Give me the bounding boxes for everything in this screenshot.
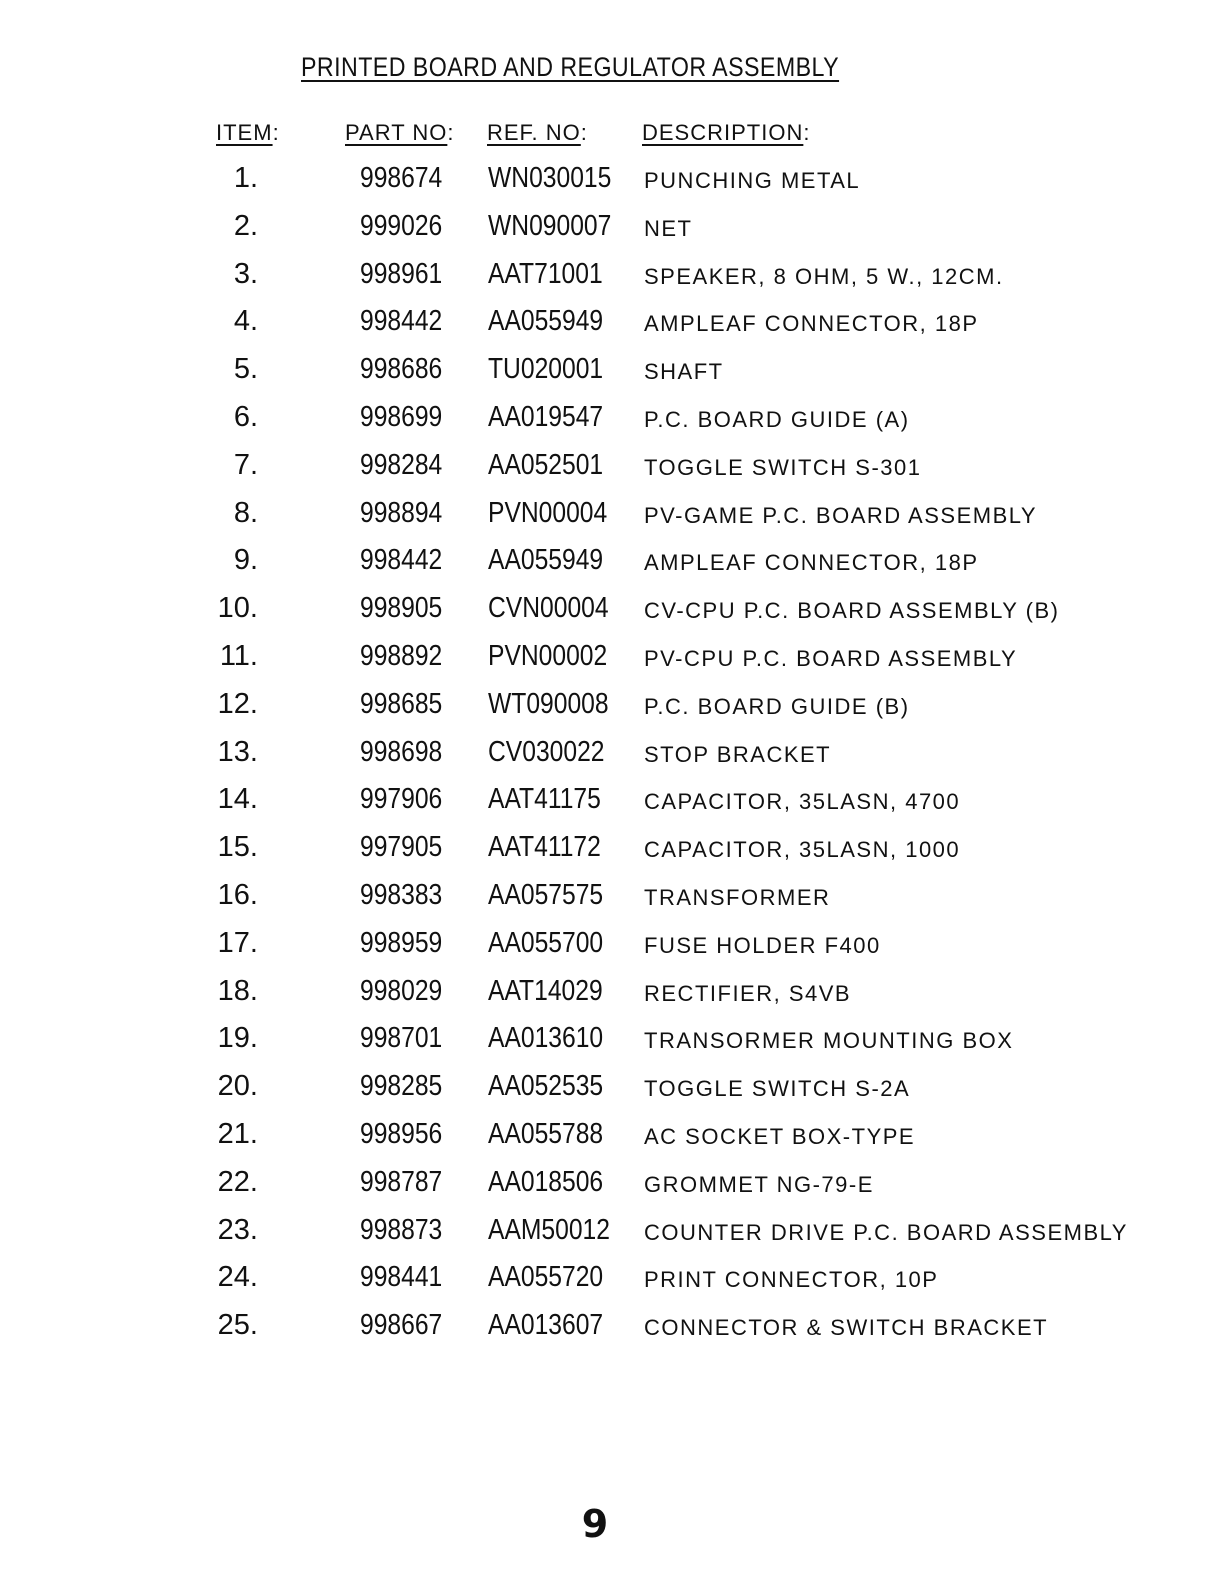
header-description-label: DESCRIPTION [642,120,804,145]
header-description-colon: : [803,120,811,145]
ref-number: AA057575 [488,878,604,911]
description: TOGGLE SWITCH S-2A [644,1076,911,1102]
description: AMPLEAF CONNECTOR, 18P [644,550,979,576]
item-number: 2. [233,209,258,242]
part-number: 998959 [360,926,443,959]
ref-number: AAT14029 [488,974,603,1007]
ref-number: AAT41172 [488,831,601,864]
description: CAPACITOR, 35LASN, 1000 [644,837,961,863]
part-number: 998685 [360,687,443,720]
table-row [0,1160,1224,1208]
part-number: 998961 [360,257,443,290]
item-number: 4. [233,305,258,338]
table-row [0,1112,1224,1160]
ref-number: AAT41175 [488,783,601,816]
table-row [0,347,1224,395]
ref-number: AA018506 [488,1165,604,1198]
ref-number: AA055700 [488,926,604,959]
part-number: 997905 [360,831,443,864]
description: TRANSORMER MOUNTING BOX [644,1028,1014,1054]
item-number: 21. [217,1117,258,1150]
item-number: 18. [217,974,258,1007]
part-number: 997906 [360,783,443,816]
part-number: 998442 [360,544,443,577]
part-number: 998905 [360,592,443,625]
header-description [642,120,810,146]
part-number: 998701 [360,1022,443,1055]
item-number: 12. [217,687,258,720]
header-part-no [345,120,454,146]
ref-number: CV030022 [488,735,605,768]
table-row [0,299,1224,347]
item-number: 3. [233,257,258,290]
description: PV-GAME P.C. BOARD ASSEMBLY [644,502,1038,528]
table-row [0,204,1224,252]
ref-number: AA019547 [488,400,604,433]
header-item-colon: : [272,120,280,145]
table-row [0,873,1224,921]
ref-number: AAM50012 [488,1213,610,1246]
part-number: 998873 [360,1213,443,1246]
part-number: 998674 [360,162,443,194]
description: TRANSFORMER [644,884,831,910]
ref-number: AAT71001 [488,257,603,290]
item-number: 7. [233,448,258,481]
part-number: 998029 [360,974,443,1007]
table-row [0,1016,1224,1064]
ref-number: PVN00002 [488,639,608,672]
part-number: 998787 [360,1165,443,1198]
page-title: PRINTED BOARD AND REGULATOR ASSEMBLY [301,52,840,82]
table-row [0,252,1224,300]
item-number: 1. [233,162,258,194]
header-item [216,120,280,146]
item-number: 10. [217,592,258,625]
table-row [0,730,1224,778]
ref-number: WN030015 [488,162,612,194]
table-row [0,1255,1224,1303]
table-row [0,1064,1224,1112]
table-row [0,825,1224,873]
table-row [0,969,1224,1017]
item-number: 25. [217,1309,258,1342]
item-number: 9. [233,544,258,577]
ref-number: PVN00004 [488,496,608,529]
description: STOP BRACKET [644,741,832,767]
table-row [0,634,1224,682]
item-number: 14. [217,783,258,816]
item-number: 8. [233,496,258,529]
item-number: 11. [219,639,258,672]
part-number: 998686 [360,353,443,386]
header-part-no-label: PART NO [345,120,448,145]
table-row [0,395,1224,443]
table-row [0,1303,1224,1351]
item-number: 20. [217,1070,258,1103]
ref-number: AA055949 [488,305,604,338]
description: AC SOCKET BOX-TYPE [644,1123,916,1149]
parts-list [0,156,1224,1351]
description: GROMMET NG-79-E [644,1171,874,1197]
description: SPEAKER, 8 OHM, 5 W., 12CM. [644,263,1004,289]
description: AMPLEAF CONNECTOR, 18P [644,311,979,337]
table-row [0,156,1224,204]
description: COUNTER DRIVE P.C. BOARD ASSEMBLY [644,1219,1128,1245]
part-number: 998441 [360,1261,443,1294]
header-ref-no-label: REF. NO [487,120,581,145]
ref-number: AA013607 [488,1309,604,1342]
table-row [0,443,1224,491]
description: CV-CPU P.C. BOARD ASSEMBLY (B) [644,598,1060,624]
page-number: 9 [581,1502,609,1546]
header-ref-no [487,120,588,146]
ref-number: TU020001 [488,353,604,386]
description: CAPACITOR, 35LASN, 4700 [644,789,961,815]
part-number: 998667 [360,1309,443,1342]
header-ref-no-colon: : [580,120,588,145]
description: FUSE HOLDER F400 [644,932,881,958]
ref-number: WN090007 [488,209,612,242]
table-row [0,491,1224,539]
item-number: 24. [217,1261,258,1294]
table-row [0,921,1224,969]
item-number: 15. [217,831,258,864]
description: PUNCHING METAL [644,168,861,193]
part-number: 998894 [360,496,443,529]
table-row [0,777,1224,825]
description: TOGGLE SWITCH S-301 [644,454,922,480]
table-row [0,682,1224,730]
ref-number: AA055788 [488,1117,604,1150]
part-number: 998383 [360,878,443,911]
part-number: 998442 [360,305,443,338]
table-row [0,1208,1224,1256]
ref-number: CVN00004 [488,592,609,625]
description: SHAFT [644,359,724,385]
item-number: 17. [217,926,258,959]
part-number: 998284 [360,448,443,481]
item-number: 13. [217,735,258,768]
table-row [0,586,1224,634]
description: PV-CPU P.C. BOARD ASSEMBLY [644,645,1018,671]
part-number: 998956 [360,1117,443,1150]
item-number: 19. [217,1022,258,1055]
part-number: 998892 [360,639,443,672]
description: P.C. BOARD GUIDE (B) [644,693,910,719]
ref-number: AA052501 [488,448,604,481]
item-number: 6. [233,400,258,433]
ref-number: AA013610 [488,1022,604,1055]
item-number: 22. [217,1165,258,1198]
description: RECTIFIER, S4VB [644,980,852,1006]
ref-number: AA055720 [488,1261,604,1294]
part-number: 998285 [360,1070,443,1103]
item-number: 16. [217,878,258,911]
ref-number: AA052535 [488,1070,604,1103]
part-number: 998698 [360,735,443,768]
ref-number: AA055949 [488,544,604,577]
header-item-label: ITEM [216,120,273,145]
description: P.C. BOARD GUIDE (A) [644,406,910,432]
part-number: 999026 [360,209,443,242]
ref-number: WT090008 [488,687,609,720]
item-number: 23. [217,1213,258,1246]
part-number: 998699 [360,400,443,433]
description: CONNECTOR & SWITCH BRACKET [644,1315,1049,1341]
description: PRINT CONNECTOR, 10P [644,1267,939,1293]
header-part-no-colon: : [447,120,455,145]
item-number: 5. [233,353,258,386]
description: NET [644,215,693,241]
table-row [0,538,1224,586]
